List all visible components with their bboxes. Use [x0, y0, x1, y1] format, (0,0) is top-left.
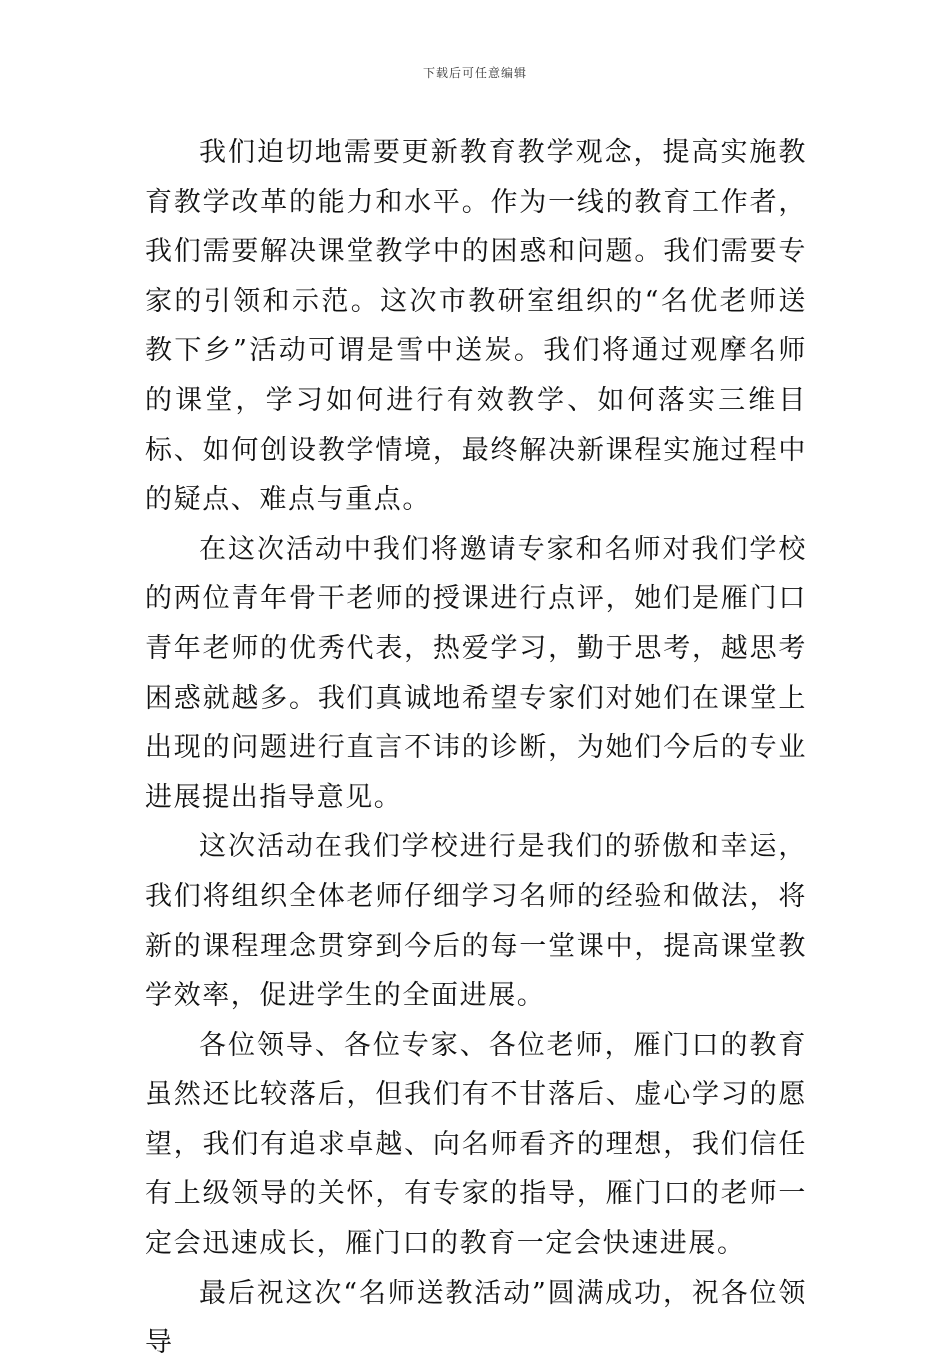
paragraph-3: 这次活动在我们学校进行是我们的骄傲和幸运，我们将组织全体老师仔细学习名师的经验和做法，将新的课程理念贯穿到今后的每一堂课中，提高课堂教学效率，促进学生的全面进展。: [145, 831, 807, 1012]
paragraph-1: 我们迫切地需要更新教育教学观念，提高实施教育教学改革的能力和水平。作为一线的教育工作者，我们需要解决课堂教学中的困惑和问题。我们需要专家的引领和示范。这次市教研室组织的“名优老师送教下乡”活动可谓是雪中送炭。我们将通过观摩名师的课堂，学习如何进行有效教学、如何落实三维目标、如何创设教学情境，最终解决新课程实施过程中的疑点、难点与重点。: [145, 137, 807, 516]
paragraph-2: 在这次活动中我们将邀请专家和名师对我们学校的两位青年骨干老师的授课进行点评，她们是雁门口青年老师的优秀代表，热爱学习，勤于思考，越思考困惑就越多。我们真诚地希望专家们对她们在课堂上出现的问题进行直言不讳的诊断，为她们今后的专业进展提出指导意见。: [145, 533, 807, 813]
paragraph-5: 最后祝这次“名师送教活动”圆满成功，祝各位领导: [145, 1277, 807, 1359]
document-body: [145, 128, 807, 1368]
paragraph-4: 各位领导、各位专家、各位老师，雁门口的教育虽然还比较落后，但我们有不甘落后、虚心学习的愿望，我们有追求卓越、向名师看齐的理想，我们信任有上级领导的关怀，有专家的指导，雁门口的老师一定会迅速成长，雁门口的教育一定会快速进展。: [145, 1029, 807, 1260]
page-header-note: 下载后可任意编辑: [422, 66, 527, 80]
